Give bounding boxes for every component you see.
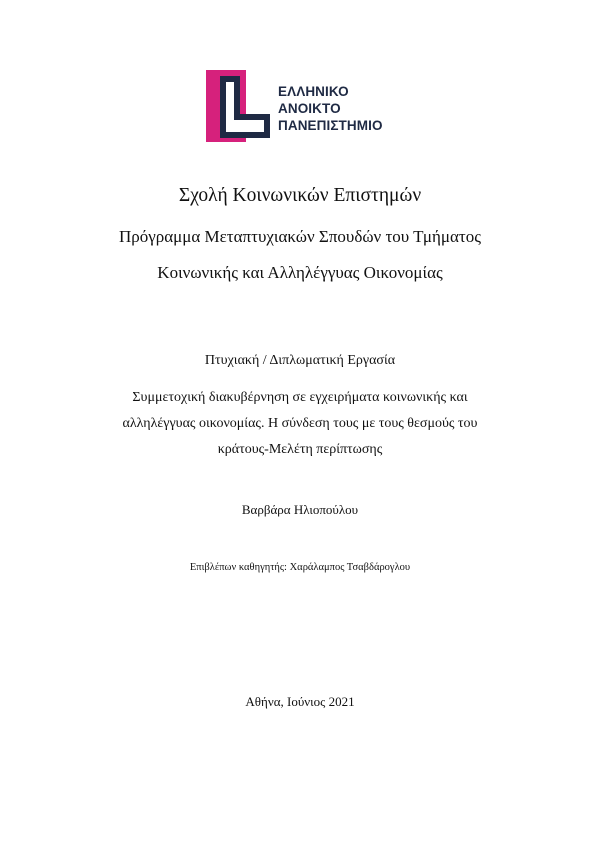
place-date: Αθήνα, Ιούνιος 2021: [245, 694, 355, 709]
thesis-title-line-1: Συμμετοχική διακυβέρνηση σε εγχειρήματα κοινωνικής και: [132, 390, 468, 405]
school-name: Σχολή Κοινωνικών Επιστημών: [178, 185, 422, 206]
thesis-title-line-3: κράτους-Μελέτη περίπτωσης: [217, 442, 383, 457]
university-logo: [206, 70, 406, 142]
logo-line-2: ΑΝΟΙΚΤΟ: [278, 101, 341, 116]
logo-line-1: ΕΛΛΗΝΙΚΟ: [278, 84, 349, 99]
thesis-type: Πτυχιακή / Διπλωματική Εργασία: [204, 353, 396, 368]
supervisor: Επιβλέπων καθηγητής: Χαράλαμπος Τσαβδάρογλου: [189, 562, 411, 573]
logo-wordmark: [278, 83, 383, 134]
program-line-1: Πρόγραμμα Μεταπτυχιακών Σπουδών του Τμήματος: [118, 227, 481, 246]
author-name: Βαρβάρα Ηλιοπούλου: [241, 502, 359, 517]
thesis-title-line-2: αλληλέγγυας οικονομίας. Η σύνδεση τους με τους θεσμούς του: [122, 416, 478, 431]
logo-line-3: ΠΑΝΕΠΙΣΤΗΜΙΟ: [278, 118, 383, 133]
program-line-2: Κοινωνικής και Αλληλέγγυας Οικονομίας: [157, 263, 443, 282]
thesis-title: [0, 385, 600, 463]
eap-logo-icon: [206, 70, 272, 142]
